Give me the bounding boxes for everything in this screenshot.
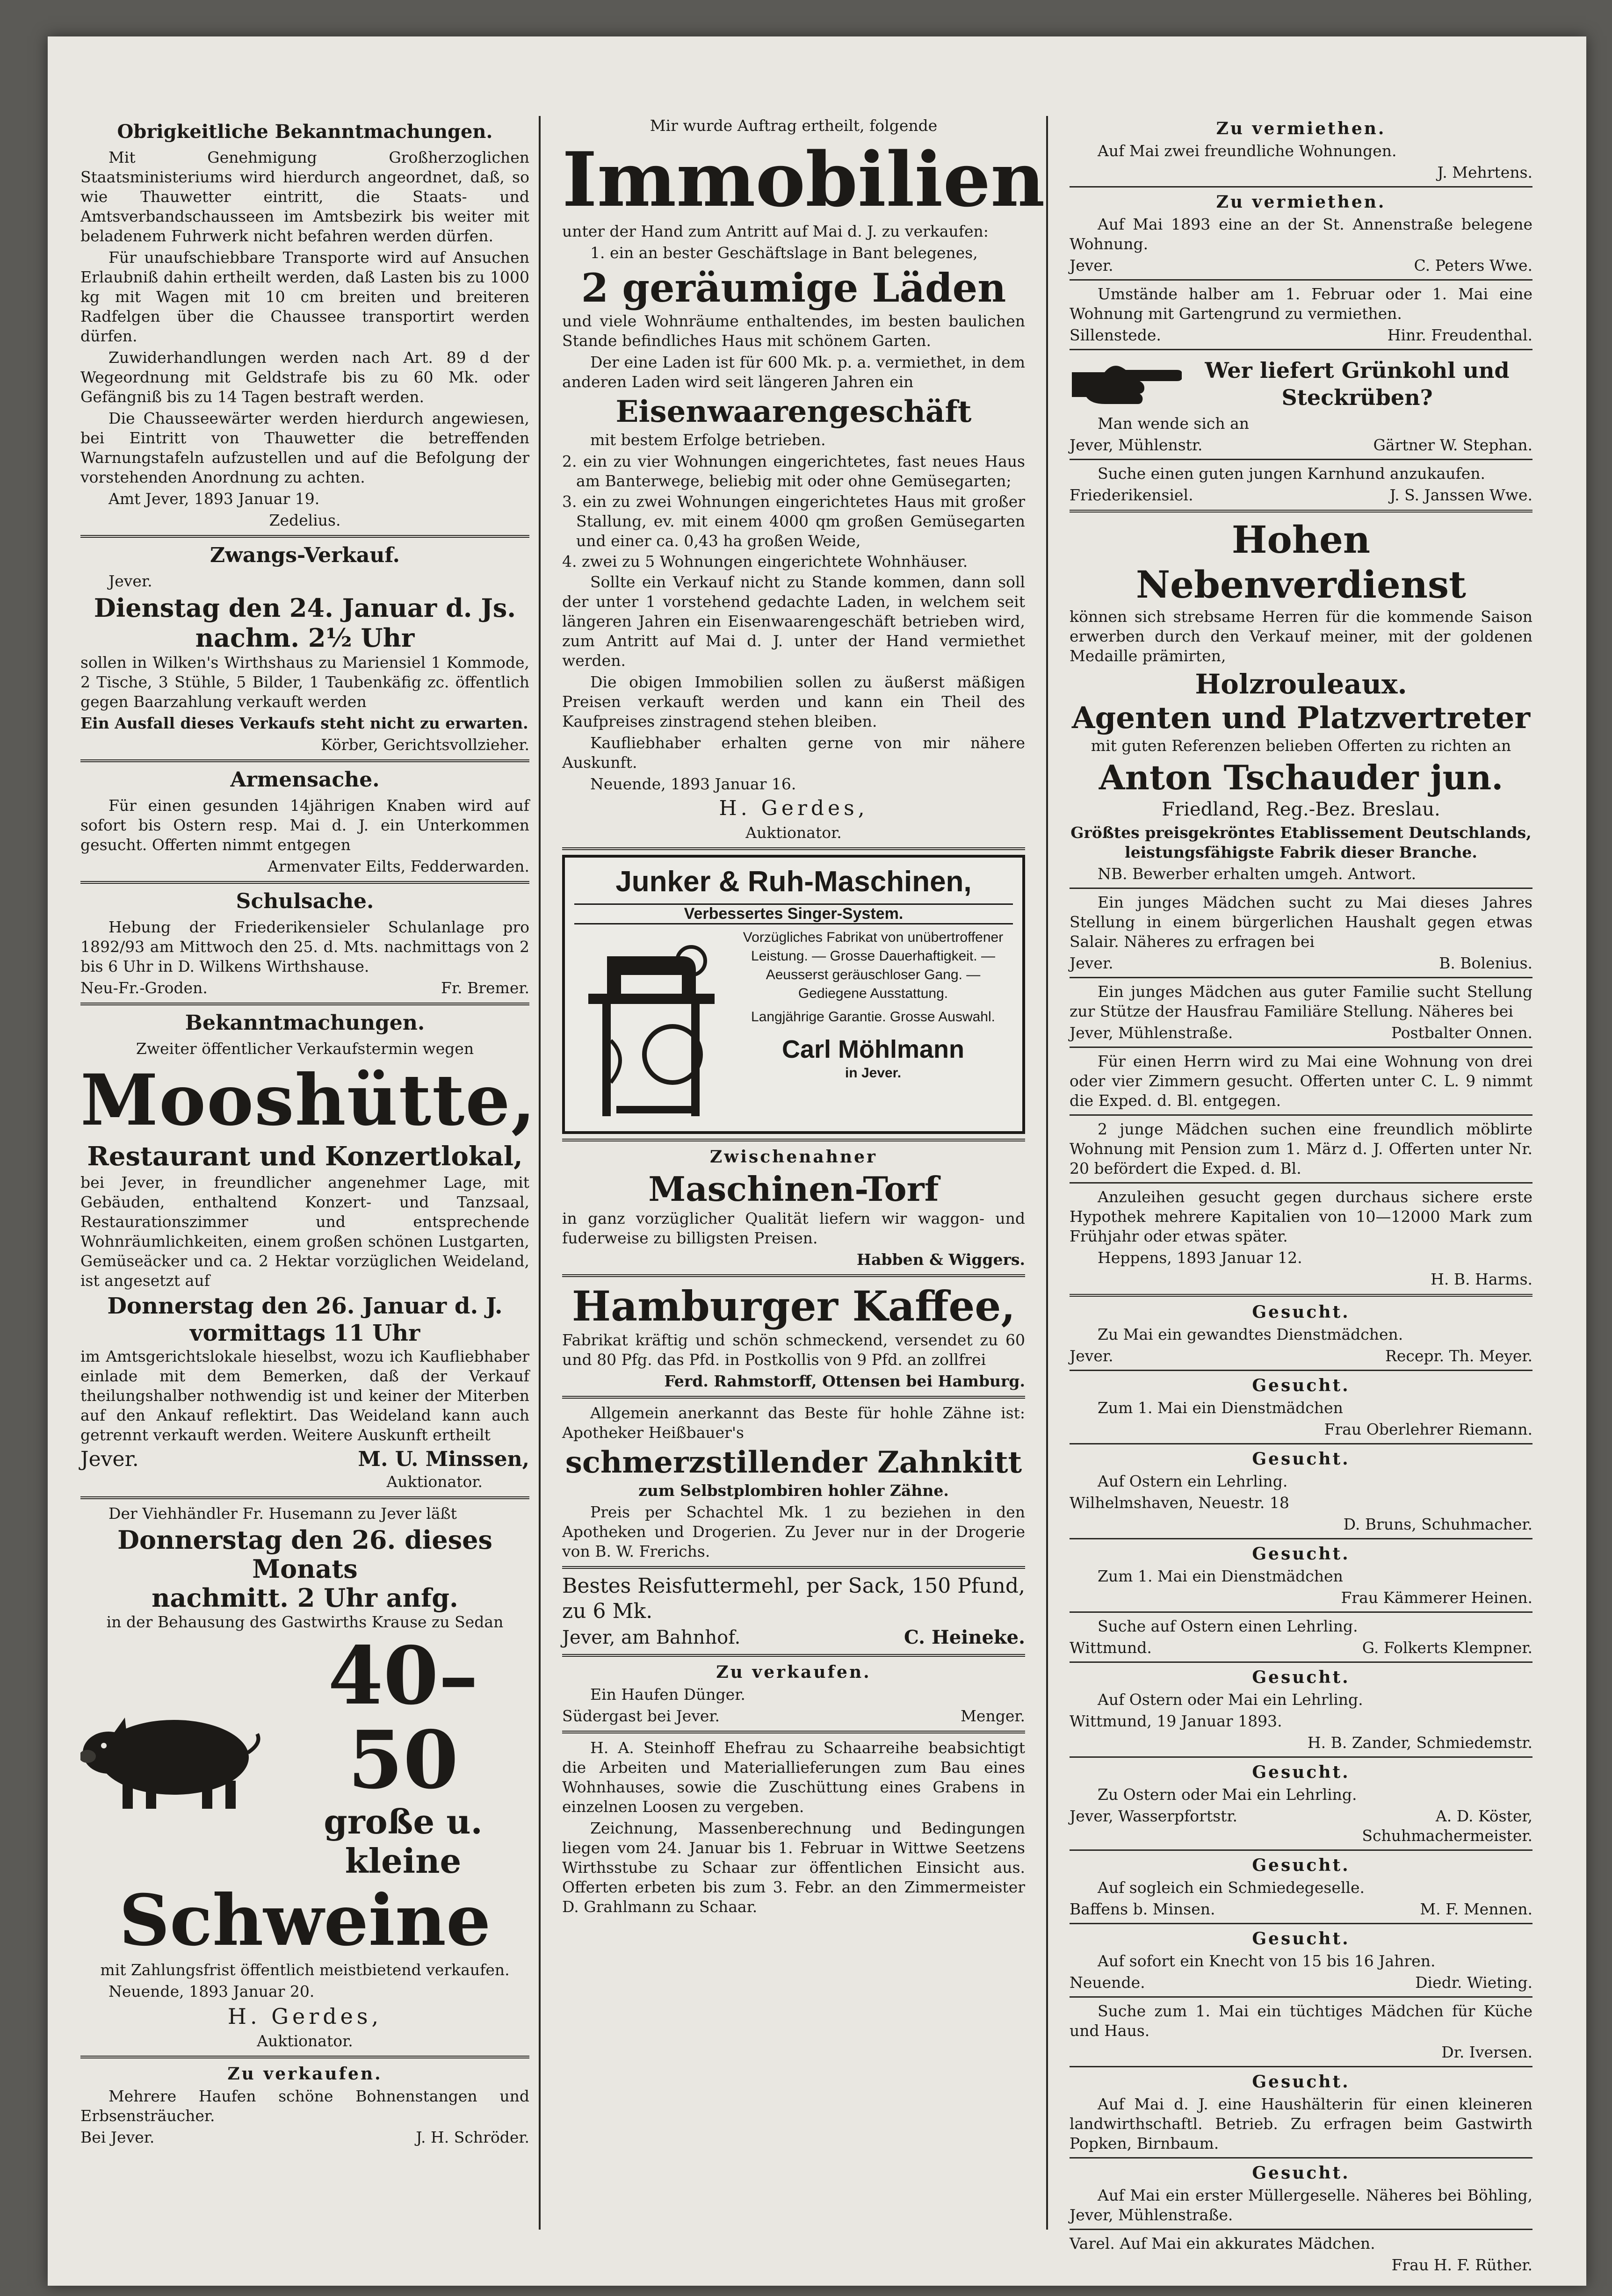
divider bbox=[80, 759, 529, 762]
signature-right: Menger. bbox=[961, 1707, 1025, 1725]
notice-signature: Habben & Wiggers. bbox=[856, 1250, 1025, 1269]
newspaper-page bbox=[48, 36, 1586, 2286]
signature-row bbox=[1070, 325, 1532, 345]
notice-text: Größtes preisgekröntes Etablissement Deutschlands, leistungsfähigste Fabrik dieser Branche. bbox=[1070, 823, 1532, 861]
heading-armensache: Armensache. bbox=[230, 768, 380, 792]
notice-text: Zum 1. Mai ein Dienstmädchen bbox=[1098, 1399, 1343, 1417]
divider bbox=[80, 1003, 529, 1005]
signature-left: Jever, Wasserpfortstr. bbox=[1070, 1807, 1238, 1825]
notice-text: Der eine Laden ist für 600 Mk. p. a. vermiethet, in dem anderen Laden wird seit längeren Jahren ein bbox=[562, 353, 1025, 391]
signature-title: Schuhmachermeister. bbox=[1362, 1827, 1532, 1845]
notice-text: Mir wurde Auftrag ertheilt, folgende bbox=[650, 116, 938, 135]
signature-row bbox=[1070, 1806, 1532, 1826]
notice-text: bei Jever, in freundlicher angenehmer Lage, mit Gebäuden, enthaltend Konzert- und Tanzsaal, Restaurationszimmer und entsprechende Wohnräumlichkeiten, einem großen schönen Lustgarten, Gemüseäcker und ca. 2 Hektar vorzüglichen Weideland, ist angesetzt auf bbox=[80, 1173, 529, 1290]
headline-eisenwaaren: Eisenwaarengeschäft bbox=[615, 394, 972, 429]
divider bbox=[562, 1731, 1025, 1733]
signature-left: Jever, Mühlenstr. bbox=[1070, 436, 1203, 454]
heading-gesucht: Gesucht. bbox=[1252, 1449, 1350, 1469]
signature-left: Baffens b. Minsen. bbox=[1070, 1900, 1215, 1918]
notice-text: mit guten Referenzen belieben Offerten zu richten an bbox=[1091, 736, 1511, 755]
gruenkohl-heading: Wer liefert Grünkohl und Steckrüben? bbox=[1205, 358, 1510, 410]
divider bbox=[562, 1274, 1025, 1277]
notice-text: Auf sofort ein Knecht von 15 bis 16 Jahren. bbox=[1098, 1952, 1436, 1970]
signature-right: Diedr. Wieting. bbox=[1415, 1973, 1532, 1992]
signature-title: Auktionator. bbox=[386, 1473, 483, 1491]
subheadline: zum Selbstplombiren hohler Zähne. bbox=[638, 1481, 949, 1500]
column-2 bbox=[562, 116, 1045, 1919]
signature-row bbox=[1070, 485, 1532, 505]
divider bbox=[1070, 1996, 1532, 1998]
heading-gesucht: Gesucht. bbox=[1252, 1762, 1350, 1782]
signature-right: Hinr. Freudenthal. bbox=[1387, 326, 1532, 344]
heading-bekanntmachungen: Bekanntmachungen. bbox=[185, 1011, 425, 1035]
notice-text: Umstände halber am 1. Februar oder 1. Mai eine Wohnung mit Gartengrund zu vermiethen. bbox=[1070, 285, 1532, 323]
divider bbox=[1070, 459, 1532, 460]
notice-signature: Frau H. F. Rüther. bbox=[1391, 2256, 1532, 2274]
advertiser-name: Anton Tschauder jun. bbox=[1099, 758, 1504, 797]
headline-holzrouleaux: Holzrouleaux. bbox=[1195, 668, 1407, 700]
heading-gesucht: Gesucht. bbox=[1252, 1856, 1350, 1875]
headline-nebenverdienst: Hohen Nebenverdienst bbox=[1136, 518, 1466, 606]
notice-text: Auf Ostern ein Lehrling. bbox=[1098, 1472, 1288, 1490]
notice-signature: Ferd. Rahmstorff, Ottensen bei Hamburg. bbox=[664, 1372, 1025, 1390]
heading-gesucht: Gesucht. bbox=[1252, 1668, 1350, 1687]
divider bbox=[1070, 1047, 1532, 1048]
signature-left: Jever, Mühlenstraße. bbox=[1070, 1024, 1233, 1042]
notice-text: Kaufliebhaber erhalten gerne von mir nähere Auskunft. bbox=[562, 734, 1025, 772]
notice-text: NB. Bewerber erhalten umgeh. Antwort. bbox=[1098, 865, 1417, 883]
divider bbox=[1070, 1294, 1532, 1297]
signature-row bbox=[80, 978, 529, 998]
signature-row bbox=[1070, 1346, 1532, 1366]
torf-heading: Zwischenahner bbox=[710, 1147, 877, 1167]
notice-signature: H. Gerdes, bbox=[227, 2004, 383, 2029]
heading-gesucht: Gesucht. bbox=[1252, 1376, 1350, 1395]
notice-text: Zum 1. Mai ein Dienstmädchen bbox=[1098, 1567, 1343, 1585]
notice-text: 2 junge Mädchen suchen eine freundlich möblirte Wohnung mit Pension zum 1. März d. J. Offerten unter Nr. 20 befördert die Exped. d. Bl. bbox=[1070, 1120, 1532, 1177]
heading-gesucht: Gesucht. bbox=[1252, 2072, 1350, 2092]
sewing-machine-icon bbox=[574, 928, 729, 1125]
notice-text: Mit Genehmigung Großherzoglichen Staatsministeriums wird hierdurch angeordnet, daß, so wie Thauwetter eintritt, die Staats- und Amtsverbandschausseen im Amtsbezirk bis weiter mit beladenem Fuhrwerk nicht befahren werden dürfen. bbox=[80, 148, 529, 245]
notice-text: Zu Ostern oder Mai ein Lehrling. bbox=[1098, 1785, 1357, 1804]
signature-row bbox=[1070, 1973, 1532, 1993]
list-item: 2. ein zu vier Wohnungen eingerichtetes, fast neues Haus am Banterwege, beliebig mit oder ohne Gemüsegarten; bbox=[562, 452, 1025, 490]
divider bbox=[80, 881, 529, 884]
pig-ad-row bbox=[80, 1629, 529, 1881]
divider bbox=[80, 535, 529, 538]
list-item: 4. zwei zu 5 Wohnungen eingerichtete Wohnhäuser. bbox=[562, 552, 968, 570]
notice-text: Ein junges Mädchen aus guter Familie sucht Stellung zur Stütze der Hausfrau Familiäre Stellung. Näheres bei bbox=[1070, 982, 1532, 1020]
notice-text: Auf Ostern oder Mai ein Lehrling. bbox=[1098, 1690, 1363, 1709]
notice-text: Auf Mai d. J. eine Haushälterin für einen kleineren landwirthschaftl. Betrieb. Zu erfragen beim Gastwirth Popken, Birnbaum. bbox=[1070, 2095, 1532, 2152]
divider bbox=[1070, 349, 1532, 350]
signature-row bbox=[80, 2128, 529, 2147]
signature-row bbox=[1070, 953, 1532, 973]
pointing-hand-icon bbox=[1070, 358, 1182, 410]
signature-right: J. S. Janssen Wwe. bbox=[1389, 486, 1532, 504]
notice-text: Zeichnung, Massenberechnung und Bedingungen liegen vom 24. Januar bis 1. Februar in Wittwe Seetzens Wirthsstube zu Schaar zur öffentlichen Einsicht aus. Offerten erbeten bis zum 3. Febr. an den Zimmermeister D. Grahlmann zu Schaar. bbox=[562, 1819, 1025, 1916]
notice-date: Neuende, 1893 Januar 16. bbox=[590, 775, 796, 793]
notice-text: Suche zum 1. Mai ein tüchtiges Mädchen für Küche und Haus. bbox=[1070, 2002, 1532, 2040]
notice-text: Ein Haufen Dünger. bbox=[590, 1685, 745, 1704]
signature-left: Sillenstede. bbox=[1070, 326, 1161, 344]
notice-text: Zu Mai ein gewandtes Dienstmädchen. bbox=[1098, 1325, 1403, 1343]
notice-text: unter der Hand zum Antritt auf Mai d. J. zu verkaufen: bbox=[562, 222, 989, 240]
notice-text: Auf sogleich ein Schmiedegeselle. bbox=[1098, 1878, 1365, 1897]
signature-right: A. D. Köster, bbox=[1435, 1807, 1532, 1825]
sewing-machine-ad bbox=[562, 855, 1025, 1134]
notice-text: Hebung der Friederikensieler Schulanlage pro 1892/93 am Mittwoch den 25. d. Mts. nachmittags von 2 bis 6 Uhr in D. Wilkens Wirthshause. bbox=[80, 918, 529, 975]
sale-date: Donnerstag den 26. Januar d. J. bbox=[107, 1293, 503, 1319]
notice-text: in der Behausung des Gastwirths Krause zu Sedan bbox=[106, 1613, 504, 1631]
notice-text: Mehrere Haufen schöne Bohnenstangen und Erbsensträucher. bbox=[80, 2087, 529, 2125]
notice-text: Auf Mai 1893 eine an der St. Annenstraße belegene Wohnung. bbox=[1070, 215, 1532, 253]
gruenkohl-ad bbox=[1070, 354, 1532, 414]
notice-text: Der Viehhändler Fr. Husemann zu Jever läßt bbox=[108, 1504, 457, 1523]
ad-text: Vorzügliches Fabrikat von unübertroffener Leistung. — Grosse Dauerhaftigkeit. — Aeusserst geräuschloser Gang. — Gediegene Ausstattung. bbox=[743, 930, 1004, 1001]
notice-date: Neuende, 1893 Januar 20. bbox=[108, 1982, 315, 2000]
ad-body bbox=[574, 928, 1013, 1125]
signature-left: Jever. bbox=[1070, 954, 1113, 972]
notice-signature: J. Mehrtens. bbox=[1437, 163, 1532, 181]
notice-date: Heppens, 1893 Januar 12. bbox=[1098, 1249, 1302, 1267]
signature-left: Neu-Fr.-Groden. bbox=[80, 979, 208, 997]
heading-obrigkeitliche: Obrigkeitliche Bekanntmachungen. bbox=[117, 121, 493, 143]
signature-left: Wittmund. bbox=[1070, 1639, 1152, 1657]
signature-left: Jever. bbox=[1070, 1347, 1113, 1365]
notice-text: Die Chausseewärter werden hierdurch angewiesen, bei Eintritt von Thauwetter die betreffenden Warnungstafeln aufzustellen und auf die Befolgung der vorstehenden Anordnung zu achten. bbox=[80, 409, 529, 486]
headline-torf: Maschinen-Torf bbox=[648, 1169, 939, 1209]
signature-right: B. Bolenius. bbox=[1439, 954, 1532, 972]
signature-left: Jever. bbox=[1070, 256, 1113, 274]
notice-signature: Körber, Gerichtsvollzieher. bbox=[321, 736, 529, 754]
sale-date: Donnerstag den 26. dieses Monats bbox=[117, 1525, 492, 1584]
signature-right: Fr. Bremer. bbox=[441, 979, 529, 997]
signature-left: Jever. bbox=[80, 1447, 139, 1471]
divider bbox=[1070, 888, 1532, 889]
divider bbox=[1070, 2066, 1532, 2067]
column-divider bbox=[1046, 116, 1048, 2230]
sale-date: Dienstag den 24. Januar d. Js. bbox=[94, 593, 516, 623]
notice-text: Bestes Reisfuttermehl, per Sack, 150 Pfund, zu 6 Mk. bbox=[562, 1574, 1025, 1623]
heading-gesucht: Gesucht. bbox=[1252, 2163, 1350, 2183]
notice-place: Jever. bbox=[108, 572, 152, 590]
notice-text: Für unaufschiebbare Transporte wird auf Ansuchen Erlaubniß dahin ertheilt werden, daß Lasten bis zu 1000 kg mit Wagen mit 10 cm breiten und breiteren Radfelgen über die Chaussee transportirt werden dürfen. bbox=[80, 248, 529, 345]
notice-text: Auf Mai zwei freundliche Wohnungen. bbox=[1098, 142, 1397, 160]
notice-text: in ganz vorzüglicher Qualität liefern wir waggon- und fuderweise zu billigsten Preisen. bbox=[562, 1209, 1025, 1247]
signature-row bbox=[1070, 1638, 1532, 1658]
divider bbox=[562, 1396, 1025, 1399]
signature-left: Südergast bei Jever. bbox=[562, 1707, 720, 1725]
ad-text: Langjährige Garantie. Grosse Auswahl. bbox=[751, 1009, 995, 1025]
count-number: 40–50 bbox=[328, 1629, 478, 1807]
notice-text: Allgemein anerkannt das Beste für hohle Zähne ist: Apotheker Heißbauer's bbox=[562, 1404, 1025, 1442]
notice-text: Die obigen Immobilien sollen zu äußerst mäßigen Preisen verkauft werden und kann ein Theil des Kaufpreises zinstragend stehen bleiben. bbox=[562, 673, 1025, 730]
notice-text: mit bestem Erfolge betrieben. bbox=[590, 431, 826, 449]
divider bbox=[1070, 510, 1532, 513]
divider bbox=[1070, 1849, 1532, 1851]
notice-text: Suche auf Ostern einen Lehrling. bbox=[1098, 1617, 1358, 1635]
signature-right: C. Heineke. bbox=[904, 1626, 1025, 1648]
list-item: 1. ein an bester Geschäftslage in Bant belegenes, bbox=[590, 244, 978, 262]
signature-row bbox=[1070, 256, 1532, 275]
ad-text-block bbox=[729, 928, 1013, 1125]
headline-mooshuette: Mooshütte, bbox=[80, 1059, 536, 1141]
signature-row bbox=[1070, 435, 1532, 455]
notice-text: Sollte ein Verkauf nicht zu Stande kommen, dann soll der unter 1 vorstehend gedachte Laden, in welchem seit längeren Jahren ein Eisenwaarengeschäft betrieben wird, zum Antritt auf Mai d. J. unter der Hand vermiethet werden. bbox=[562, 573, 1025, 670]
notice-text: Man wende sich an bbox=[1098, 414, 1250, 433]
divider bbox=[1070, 1114, 1532, 1116]
heading-zu-vermiethen: Zu vermiethen. bbox=[1216, 192, 1386, 212]
notice-signature: Frau Kämmerer Heinen. bbox=[1341, 1588, 1532, 1607]
heading-zu-verkaufen: Zu verkaufen. bbox=[716, 1662, 871, 1682]
signature-row bbox=[1070, 1023, 1532, 1043]
heading-gesucht: Gesucht. bbox=[1252, 1544, 1350, 1564]
divider bbox=[562, 1139, 1025, 1141]
signature-right: M. U. Minssen, bbox=[358, 1447, 529, 1471]
signature-right: G. Folkerts Klempner. bbox=[1362, 1639, 1532, 1657]
notice-text: Suche einen guten jungen Karnhund anzukaufen. bbox=[1098, 464, 1485, 483]
headline-zahnkitt: schmerzstillender Zahnkitt bbox=[565, 1445, 1022, 1480]
notice-signature: H. B. Zander, Schmiedemstr. bbox=[1307, 1733, 1532, 1752]
divider bbox=[562, 847, 1025, 850]
sale-time: nachmitt. 2 Uhr anfg. bbox=[152, 1583, 458, 1613]
heading-zu-verkaufen: Zu verkaufen. bbox=[227, 2064, 383, 2084]
subheadline: Restaurant und Konzertlokal, bbox=[87, 1141, 523, 1172]
divider bbox=[1070, 1370, 1532, 1371]
notice-text: und viele Wohnräume enthaltendes, im besten baulichen Stande befindliches Haus mit schönem Garten. bbox=[562, 312, 1025, 350]
heading-gesucht: Gesucht. bbox=[1252, 1929, 1350, 1949]
signature-row bbox=[1070, 1899, 1532, 1919]
headline-agenten: Agenten und Platzvertreter bbox=[1071, 700, 1531, 736]
divider bbox=[80, 1496, 529, 1499]
notice-text: Für einen gesunden 14jährigen Knaben wird auf sofort bis Ostern resp. Mai d. J. ein Unterkommen gesucht. Offerten nimmt entgegen bbox=[80, 796, 529, 854]
ad-subtitle: Verbessertes Singer-System. bbox=[574, 903, 1013, 924]
pig-ad-text bbox=[277, 1629, 529, 1881]
notice-signature: Armenvater Eilts, Fedderwarden. bbox=[267, 857, 529, 875]
divider bbox=[1070, 1538, 1532, 1539]
notice-text: Anzuleihen gesucht gegen durchaus sichere erste Hypothek mehrere Kapitalien von 10—12000 Mark zum Frühjahr oder etwas später. bbox=[1070, 1188, 1532, 1245]
notice-text: können sich strebsame Herren für die kommende Saison erwerben durch den Verkauf meiner, mit der goldenen Medaille prämirten, bbox=[1070, 607, 1532, 665]
divider bbox=[1070, 279, 1532, 281]
divider bbox=[562, 1566, 1025, 1569]
notice-signature: Dr. Iversen. bbox=[1441, 2043, 1532, 2061]
notice-text: Auf Mai ein erster Müllergeselle. Näheres bei Böhling, Jever, Mühlenstraße. bbox=[1070, 2186, 1532, 2224]
signature-right: C. Peters Wwe. bbox=[1414, 256, 1532, 274]
heading-zu-vermiethen: Zu vermiethen. bbox=[1216, 119, 1386, 138]
advertiser-place: Friedland, Reg.-Bez. Breslau. bbox=[1162, 799, 1440, 820]
signature-row bbox=[562, 1626, 1025, 1649]
notice-signature: Frau Oberlehrer Riemann. bbox=[1324, 1420, 1532, 1438]
signature-title: Auktionator. bbox=[745, 823, 842, 842]
signature-right: Gärtner W. Stephan. bbox=[1373, 436, 1532, 454]
list-item: 3. ein zu zwei Wohnungen eingerichtetes Haus mit großer Stallung, ev. mit einem 4000 qm großen Gemüsegarten und einer ca. 0,43 ha großen Weide, bbox=[562, 492, 1025, 550]
divider bbox=[1070, 2229, 1532, 2230]
notice-text: Ein Ausfall dieses Verkaufs steht nicht zu erwarten. bbox=[80, 714, 528, 732]
divider bbox=[1070, 1611, 1532, 1613]
column-1 bbox=[80, 116, 536, 2147]
divider bbox=[1070, 1661, 1532, 1663]
notice-signature: Zedelius. bbox=[269, 511, 341, 529]
signature-right: J. H. Schröder. bbox=[416, 2128, 529, 2146]
notice-date: Amt Jever, 1893 Januar 19. bbox=[108, 490, 320, 508]
ad-company: Carl Möhlmann bbox=[781, 1035, 965, 1063]
notice-text: Wilhelmshaven, Neuestr. 18 bbox=[1070, 1494, 1289, 1512]
signature-left: Friederikensiel. bbox=[1070, 486, 1193, 504]
signature-row bbox=[80, 1447, 529, 1472]
column-divider bbox=[539, 116, 541, 2230]
divider bbox=[1070, 1443, 1532, 1444]
notice-signature: H. Gerdes, bbox=[719, 796, 868, 820]
notice-text: mit Zahlungsfrist öffentlich meistbietend verkaufen. bbox=[100, 1961, 510, 1979]
divider bbox=[1070, 977, 1532, 978]
notice-text: sollen in Wilken's Wirthshaus zu Mariensiel 1 Kommode, 2 Tische, 3 Stühle, 5 Bilder, 1 Taubenkäfig zc. öffentlich gegen Baarzahlung verkauft werden bbox=[80, 653, 529, 711]
heading-gesucht: Gesucht. bbox=[1252, 1302, 1350, 1322]
notice-text: Preis per Schachtel Mk. 1 zu beziehen in den Apotheken und Drogerien. Zu Jever nur in der Drogerie von B. W. Frerichs. bbox=[562, 1503, 1025, 1560]
ad-title: Junker & Ruh-Maschinen, bbox=[615, 866, 972, 898]
divider bbox=[1070, 1923, 1532, 1924]
notice-text: Zuwiderhandlungen werden nach Art. 89 d der Wegeordnung mit Geldstrafe bis zu 60 Mk. oder Gefängniß bis zu 14 Tagen bestraft werden. bbox=[80, 348, 529, 406]
heading-zwangsverkauf: Zwangs-Verkauf. bbox=[210, 543, 400, 567]
divider bbox=[80, 2056, 529, 2058]
heading-schulsache: Schulsache. bbox=[236, 889, 374, 913]
notice-text: Ein junges Mädchen sucht zu Mai dieses Jahres Stellung in einem bürgerlichen Haushalt gegen etwas Salair. Näheres zu erfragen bei bbox=[1070, 893, 1532, 951]
subheadline: große u. kleine bbox=[324, 1802, 483, 1881]
sale-time: vormittags 11 Uhr bbox=[189, 1320, 420, 1346]
divider bbox=[1070, 186, 1532, 188]
notice-text: Für einen Herrn wird zu Mai eine Wohnung von drei oder vier Zimmern gesucht. Offerten unter C. L. 9 nimmt die Exped. d. Bl. entgegen. bbox=[1070, 1052, 1532, 1110]
signature-left: Jever, am Bahnhof. bbox=[562, 1627, 741, 1648]
notice-text: Wittmund, 19 Januar 1893. bbox=[1070, 1712, 1282, 1730]
signature-right: M. F. Mennen. bbox=[1420, 1900, 1532, 1918]
headline-immobilien: Immobilien bbox=[562, 136, 1045, 224]
notice-signature: H. B. Harms. bbox=[1431, 1270, 1532, 1288]
notice-signature: D. Bruns, Schuhmacher. bbox=[1343, 1515, 1532, 1533]
notice-text: Zweiter öffentlicher Verkaufstermin wegen bbox=[136, 1040, 474, 1058]
notice-text: Varel. Auf Mai ein akkurates Mädchen. bbox=[1070, 2234, 1375, 2253]
column-3 bbox=[1070, 116, 1532, 2275]
headline-kaffee: Hamburger Kaffee, bbox=[571, 1282, 1016, 1330]
signature-right: Recepr. Th. Meyer. bbox=[1385, 1347, 1532, 1365]
headline-laeden: 2 geräumige Läden bbox=[581, 265, 1006, 311]
signature-left: Neuende. bbox=[1070, 1973, 1145, 1992]
divider bbox=[1070, 2157, 1532, 2159]
divider bbox=[1070, 1182, 1532, 1184]
notice-text: H. A. Steinhoff Ehefrau zu Schaarreihe beabsichtigt die Arbeiten und Materiallieferungen zum Bau eines Wohnhauses, sowie die Zuschüttung eines Grabens in einzelnen Loosen zu vergeben. bbox=[562, 1739, 1025, 1816]
sale-time: nachm. 2½ Uhr bbox=[195, 623, 415, 653]
signature-right: Postbalter Onnen. bbox=[1391, 1024, 1532, 1042]
signature-title: Auktionator. bbox=[257, 2032, 353, 2050]
notice-text: im Amtsgerichtslokale hieselbst, wozu ich Kaufliebhaber einlade mit dem Bemerken, daß der Verkauf theilungshalber nothwendig ist und keiner der Miterben auf den Ankauf reflektirt. Das Weideland kann auch getrennt verkauft werden. Weitere Auskunft ertheilt bbox=[80, 1347, 529, 1444]
divider bbox=[562, 1654, 1025, 1657]
signature-left: Bei Jever. bbox=[80, 2128, 155, 2146]
pig-icon bbox=[80, 1697, 277, 1818]
headline-schweine: Schweine bbox=[119, 1879, 491, 1962]
divider bbox=[1070, 1756, 1532, 1758]
signature-row bbox=[562, 1706, 1025, 1726]
ad-place: in Jever. bbox=[845, 1065, 902, 1081]
notice-text: Fabrikat kräftig und schön schmeckend, versendet zu 60 und 80 Pfg. das Pfd. in Postkollis von 9 Pfd. an zollfrei bbox=[562, 1331, 1025, 1369]
